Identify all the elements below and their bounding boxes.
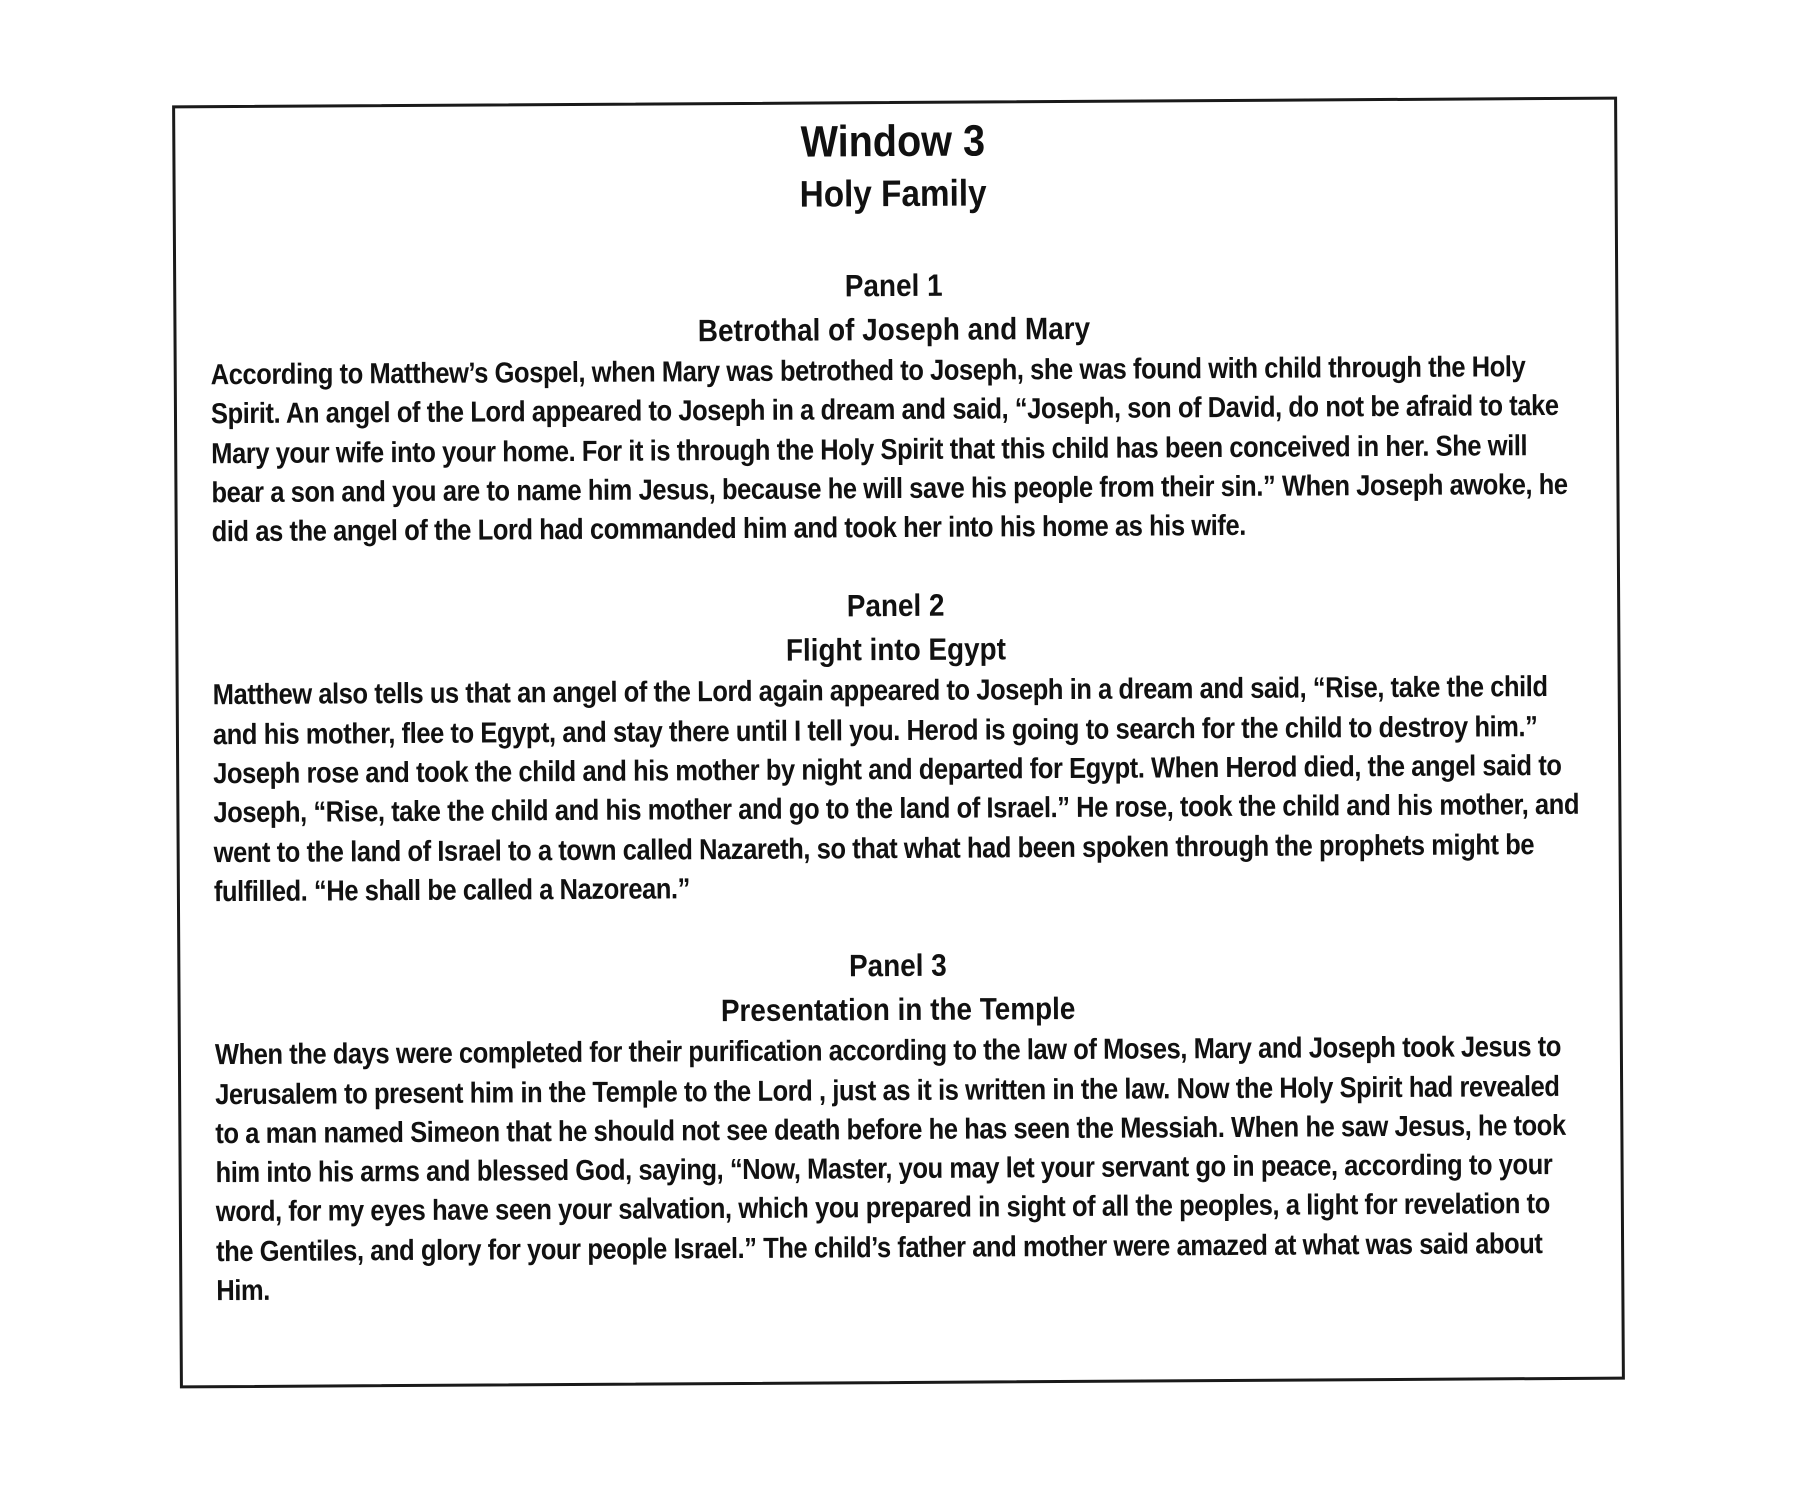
document-subtitle: Holy Family [799, 172, 987, 215]
panel-3-section [214, 940, 1583, 1311]
panel-2-title: Flight into Egypt [785, 631, 1007, 669]
panel-3-number: Panel 3 [848, 947, 947, 984]
panel-3-body: When the days were completed for their purification according to the law of Moses, Mary and Joseph took Jesus to Jerusalem to present him in the Temple to the Lord , just as it is written in the law. Now the Holy Spirit had revealed to a man named Simeon that he should not see death before he has seen the Messiah. When he saw Jesus, he took him into his arms and blessed God, saying, “Now, Master, you may let your servant go in peace, according to your word, for my eyes have seen your salvation, which you prepared in sight of all the peoples, a light for revelation to the Gentiles, and glory for your people Israel.” The child’s father and mother were amazed at what was said about Him. [214, 1031, 1566, 1308]
panel-1-body: According to Matthew’s Gospel, when Mary was betrothed to Joseph, she was found with child through the Holy Spirit. An angel of the Lord appeared to Joseph in a dream and said, “Joseph, son of David, do not be afraid to take Mary your wife into your home. For it is through the Holy Spirit that this child has been conceived in her. She will bear a son and you are to name him Jesus, because he will save his people from their sin.” When Joseph awoke, he did as the angel of the Lord had commanded him and took her into his home as his wife. [210, 351, 1568, 549]
panel-1-section [210, 260, 1579, 553]
panel-2-number: Panel 2 [846, 588, 945, 624]
panel-1-number: Panel 1 [844, 267, 943, 304]
document-content [209, 110, 1583, 1312]
document-frame [172, 97, 1625, 1389]
panel-2-section [212, 580, 1581, 912]
panel-3-title: Presentation in the Temple [720, 991, 1076, 1029]
panel-1-title: Betrothal of Joseph and Mary [697, 310, 1091, 349]
panel-2-body: Matthew also tells us that an angel of the Lord again appeared to Joseph in a dream and said, “Rise, take the child and his mother, flee to Egypt, and stay there until I tell you. Herod is going to search for the child to destroy him.” Joseph rose and took the child and his mother by night and departed for Egypt. When Herod died, the angel said to Joseph, “Rise, take the child and his mother and go to the land of Israel.” He rose, took the child and his mother, and went to the land of Israel to a town called Nazareth, so that what had been spoken through the prophets might be fulfilled. “He shall be called a Nazorean.” [212, 671, 1580, 909]
document-title: Window 3 [800, 116, 986, 167]
